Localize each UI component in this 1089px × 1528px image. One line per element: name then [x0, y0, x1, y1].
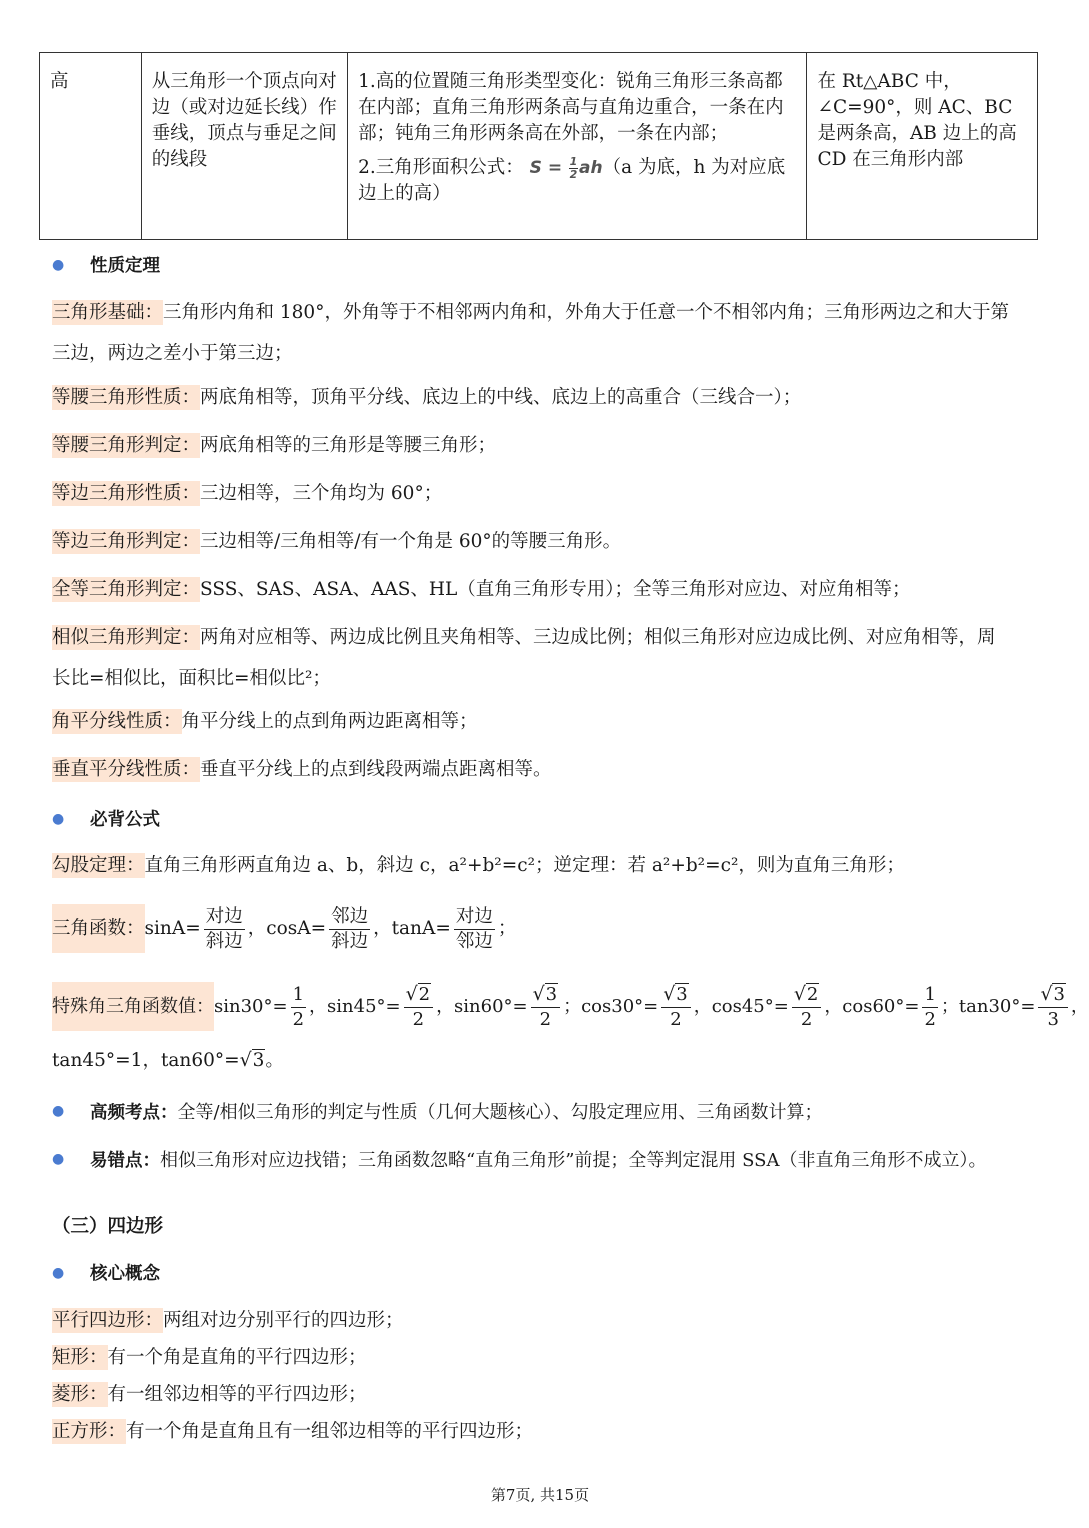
definition-cell: 从三角形一个顶点向对边（或对边延长线）作垂线，顶点与垂足之间的线段	[141, 53, 347, 240]
list-item-continuation: 长比=相似比，面积比=相似比²；	[52, 668, 331, 689]
table-row	[40, 53, 1038, 240]
term-cell: 高	[40, 53, 142, 240]
list-item: 垂直平分线性质：垂直平分线上的点到线段两端点距离相等。	[52, 759, 552, 780]
notes-cell	[348, 53, 807, 240]
list-item: 等边三角形性质：三边相等，三个角均为 60°；	[52, 483, 443, 504]
special-angles-line: 特殊角三角函数值：sin30°= $\frac{1}{2}$ ，sin45°= √ $\frac{2}{2}$ ，sin60°= √ $\frac{3}{2}$ ；cos30°= √ $\frac{3}{2}$ ，cos45°= √ $\frac{2}{2}$ ，cos60°= $\frac{1}{2}$ ；tan30°= √ $\frac{3}{3}$ ，	[52, 980, 1042, 1034]
area-formula: S = $\frac{1}{2}$ ah	[529, 154, 603, 181]
formulas-heading: ● 必背公式	[52, 810, 160, 830]
list-item: 全等三角形判定：SSS、SAS、ASA、AAS、HL（直角三角形专用）；全等三角形对应边、对应角相等；	[52, 579, 911, 600]
special-angles-continuation: tan45°=1，tan60°=√ 3。	[52, 1046, 284, 1072]
note-2: 2.三角形面积公式： S = $\frac{1}{2}$ ah（a 为底，h 为对应底边上的高）	[358, 154, 786, 204]
concepts-heading: ● 核心概念	[52, 1264, 160, 1284]
list-item: 等腰三角形性质：两底角相等，顶角平分线、底边上的中线、底边上的高重合（三线合一）；	[52, 387, 802, 408]
definition-table	[39, 52, 1038, 240]
pythagoras-line: 勾股定理：直角三角形两直角边 a、b，斜边 c，a²+b²=c²；逆定理：若 a²+b²=c²，则为直角三角形；	[52, 855, 905, 876]
trig-line: 三角函数：sinA= 对边 斜边 ，cosA= 邻边 斜边 ，tanA= 对边 邻边 ；	[52, 905, 517, 952]
hot-points: ● 高频考点： 全等/相似三角形的判定与性质（几何大题核心）、勾股定理应用、三角函数计算；	[52, 1102, 823, 1123]
list-item-continuation: 三边，两边之差小于第三边；	[52, 343, 293, 364]
list-item: 相似三角形判定：两角对应相等、两边成比例且夹角相等、三边成比例；相似三角形对应边成比例、对应角相等，周	[52, 627, 996, 648]
page-footer: 第7页, 共15页	[490, 1486, 590, 1504]
list-item: 菱形：有一组邻边相等的平行四边形；	[52, 1384, 367, 1405]
list-item: 等腰三角形判定：两底角相等的三角形是等腰三角形；	[52, 435, 497, 456]
example-cell: 在 Rt△ABC 中，∠C=90°，则 AC、BC 是两条高，AB 边上的高 CD 在三角形内部	[807, 53, 1038, 240]
quadrilateral-heading: （三）四边形	[52, 1216, 164, 1237]
list-item: 正方形：有一个角是直角且有一组邻边相等的平行四边形；	[52, 1421, 534, 1442]
properties-heading: ● 性质定理	[52, 256, 160, 276]
note-1: 1.高的位置随三角形类型变化：锐角三角形三条高都在内部；直角三角形两条高与直角边重合，一条在内部；钝角三角形两条高在外部，一条在内部；	[358, 71, 784, 144]
list-item: 三角形基础：三角形内角和 180°，外角等于不相邻两内角和，外角大于任意一个不相邻内角；三角形两边之和大于第	[52, 302, 1009, 323]
list-item: 角平分线性质：角平分线上的点到角两边距离相等；	[52, 711, 478, 732]
list-item: 等边三角形判定：三边相等/三角相等/有一个角是 60°的等腰三角形。	[52, 531, 622, 552]
pitfalls: ● 易错点： 相似三角形对应边找错；三角函数忽略“直角三角形”前提；全等判定混用 SSA（非直角三角形不成立）。	[52, 1150, 987, 1171]
list-item: 平行四边形：两组对边分别平行的四边形；	[52, 1310, 404, 1331]
list-item: 矩形：有一个角是直角的平行四边形；	[52, 1347, 367, 1368]
